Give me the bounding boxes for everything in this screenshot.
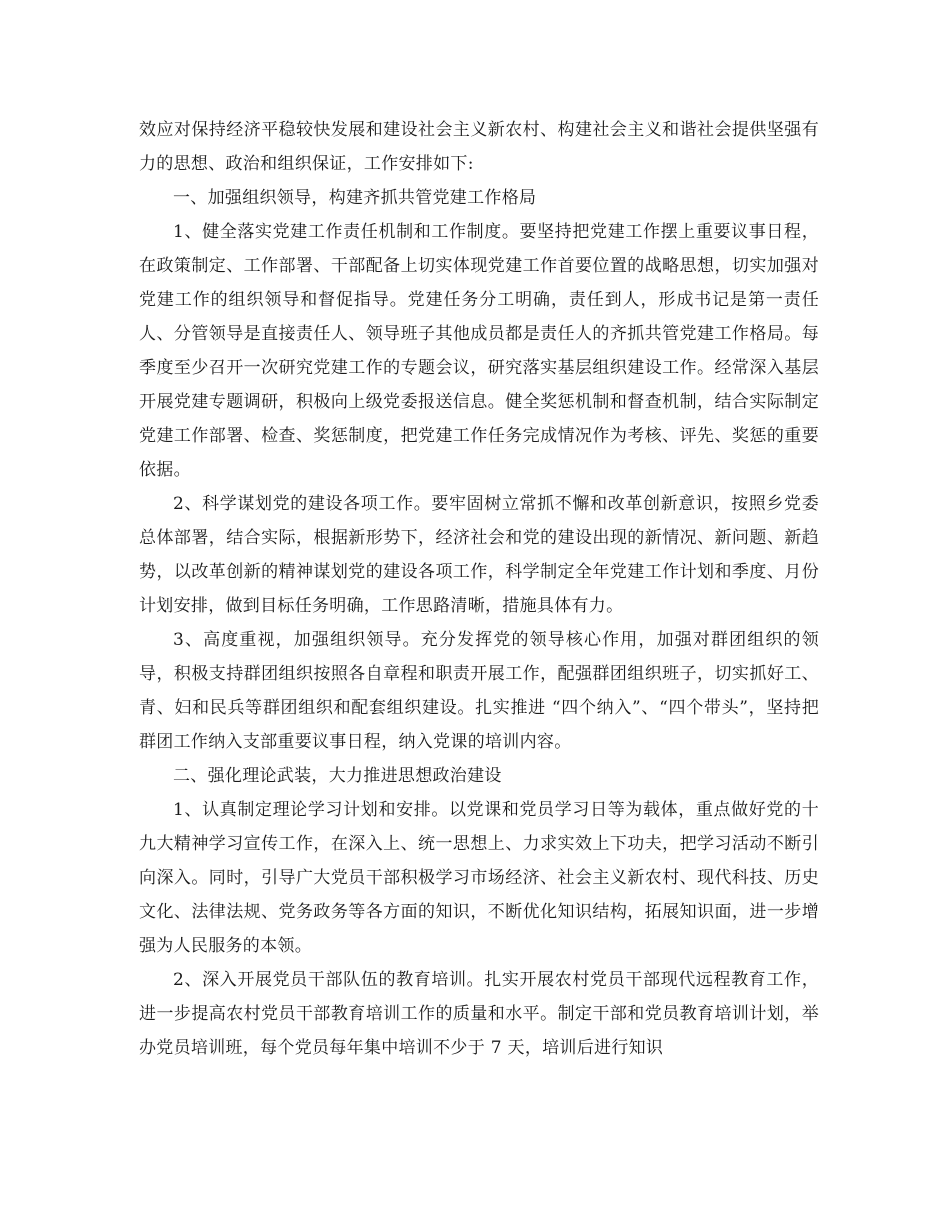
section-heading-1: 一、加强组织领导，构建齐抓共管党建工作格局 — [173, 188, 537, 208]
paragraph-1-1: 1、健全落实党建工作责任机制和工作制度。要坚持把党建工作摆上重要议事日程，在政策制定、工作部署、干部配备上切实体现党建工作首要位置的战略思想，切实加强对党建工作的组织领导和督促指导。党建任务分工明确，责任到人，形成书记是第一责任人、分管领导是直接责任人、领导班子其他成员都是责任人的齐抓共管党建工作格局。每季度至少召开一次研究党建工作的专题会议，研究落实基层组织建设工作。经常深入基层开展党建专题调研，积极向上级党委报送信息。健全奖惩机制和督查机制，结合实际制定党建工作部署、检查、奖惩制度，把党建工作任务完成情况作为考核、评先、奖惩的重要依据。 — [139, 222, 819, 480]
document-body — [139, 113, 819, 1065]
paragraph-2-1: 1、认真制定理论学习计划和安排。以党课和党员学习日等为载体，重点做好党的十九大精神学习宣传工作，在深入上、统一思想上、力求实效上下功夫，把学习活动不断引向深入。同时，引导广大党员干部积极学习市场经济、社会主义新农村、现代科技、历史文化、法律法规、党务政务等各方面的知识，不断优化知识结构，拓展知识面，进一步增强为人民服务的本领。 — [139, 800, 819, 956]
section-heading-2: 二、强化理论武装，大力推进思想政治建设 — [173, 766, 502, 786]
paragraph-2-2: 2、深入开展党员干部队伍的教育培训。扎实开展农村党员干部现代远程教育工作，进一步提高农村党员干部教育培训工作的质量和水平。制定干部和党员教育培训计划，举办党员培训班，每个党员每年集中培训不少于 7 天，培训后进行知识 — [139, 970, 819, 1058]
paragraph-intro-continuation: 效应对保持经济平稳较快发展和建设社会主义新农村、构建社会主义和谐社会提供坚强有力的思想、政治和组织保证，工作安排如下: — [139, 120, 819, 174]
paragraph-1-2: 2、科学谋划党的建设各项工作。要牢固树立常抓不懈和改革创新意识，按照乡党委总体部署，结合实际，根据新形势下，经济社会和党的建设出现的新情况、新问题、新趋势，以改革创新的精神谋划党的建设各项工作，科学制定全年党建工作计划和季度、月份计划安排，做到目标任务明确，工作思路清晰，措施具体有力。 — [139, 494, 819, 616]
paragraph-1-3: 3、高度重视，加强组织领导。充分发挥党的领导核心作用，加强对群团组织的领导，积极支持群团组织按照各自章程和职责开展工作，配强群团组织班子，切实抓好工、青、妇和民兵等群团组织和配套组织建设。扎实推进 “四个纳入”、“四个带头”，坚持把群团工作纳入支部重要议事日程，纳入党课的培训内容。 — [139, 630, 819, 752]
